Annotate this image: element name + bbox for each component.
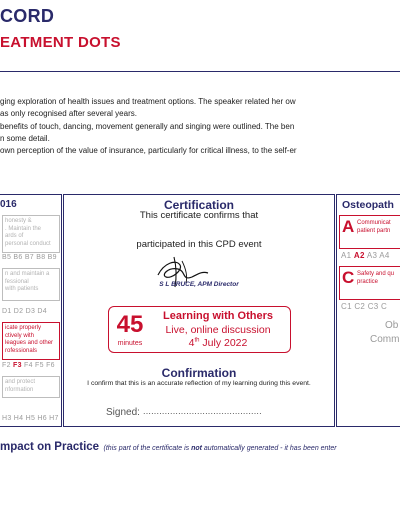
comment-label: Comm [370, 334, 400, 345]
impact-note [104, 445, 337, 452]
category-text [357, 271, 394, 286]
group-text: honesty & [5, 218, 32, 224]
category-line: Communicat [357, 220, 391, 226]
event-type: Live, online discussion [165, 324, 271, 336]
standards-heading: 016 [0, 199, 17, 210]
group-text: with patients [5, 286, 39, 292]
page-title: CORD [0, 6, 55, 26]
group-text: fessional [5, 278, 29, 285]
group-text: personal conduct [5, 240, 51, 247]
code-text: A3 A4 [364, 251, 390, 260]
category-a-box [339, 215, 400, 249]
confirmation-title: Confirmation [161, 366, 237, 380]
confirmation-text: I confirm that this is an accurate reflection of my learning during this event. [87, 380, 311, 387]
signature-line[interactable]: ............................................ [143, 406, 262, 416]
standard-codes-h: H3 H4 H5 H6 H7 [2, 415, 59, 422]
impact-note-text: (this part of the certificate is [103, 445, 192, 452]
code-selected: A2 [353, 251, 365, 260]
category-letter: A [342, 217, 355, 236]
category-text [357, 220, 391, 235]
group-text: leagues and other [5, 340, 54, 346]
date-rest: July 2022 [199, 337, 248, 349]
body-text-line: as only recognised after several years. [0, 109, 137, 118]
date-day: 4 [188, 337, 195, 349]
category-line: practice [357, 278, 379, 285]
code-text: F4 F5 F6 [21, 362, 55, 369]
category-codes-a [341, 251, 390, 260]
signer-name: S L BRUCE, APM Director [159, 281, 239, 288]
standard-group-h [2, 376, 60, 398]
standard-group-d [2, 268, 60, 301]
impact-heading-row [0, 437, 337, 455]
signed-label: Signed: [106, 407, 140, 418]
group-text: ctively with [5, 332, 35, 339]
group-text: icate properly [5, 325, 42, 331]
impact-note-bold: not [191, 445, 202, 452]
body-text-line: ging exploration of health issues and treatment options. The speaker related her ow [0, 97, 296, 106]
group-text: n and maintain a [5, 271, 50, 277]
category-c-box [339, 266, 400, 300]
code-selected: F3 [13, 362, 22, 369]
event-title: Learning with Others [162, 310, 273, 322]
event-date [150, 337, 286, 349]
date-suffix: th [194, 337, 200, 344]
impact-note-text: automatically generated - it has been enter [201, 445, 337, 452]
group-text: . Maintain the [5, 225, 42, 232]
category-letter: C [342, 268, 355, 287]
group-text: rofessionals [5, 347, 38, 354]
body-text-line: benefits of touch, dancing, movement generally and singing were outlined. The ben [0, 122, 295, 131]
cpd-duration-unit: minutes [117, 340, 143, 347]
category-line: Safety and qu [357, 271, 395, 277]
group-text: nformation [5, 386, 34, 393]
standard-group-b [2, 215, 60, 253]
standard-codes-f [2, 362, 55, 369]
objective-label: Ob [385, 320, 399, 331]
code-text: F2 [2, 362, 14, 369]
code-text: A1 [341, 251, 354, 260]
participated-text: participated in this CPD event [136, 239, 262, 250]
impact-title: mpact on Practice [0, 441, 100, 453]
category-line: patient partn [357, 227, 391, 234]
standard-group-f [2, 322, 60, 360]
osteopath-heading: Osteopath [342, 199, 394, 211]
group-text: and protect [5, 379, 36, 385]
certificate-subtitle: This certificate confirms that [139, 210, 259, 221]
body-text-line: own perception of the value of insurance, particularly for critical illness, to the self-er [0, 146, 297, 155]
page-subtitle: EATMENT DOTS [0, 34, 121, 51]
category-codes-c: C1 C2 C3 C [341, 302, 388, 311]
standard-codes-b: B5 B6 B7 B8 B9 [2, 254, 57, 261]
standard-codes-d: D1 D2 D3 D4 [2, 308, 47, 315]
group-text: ards of [5, 233, 24, 239]
body-text-line: n some detail. [0, 134, 50, 143]
certificate-title: Certification [163, 198, 234, 212]
cpd-duration-value: 45 [116, 311, 144, 338]
header-divider [0, 71, 400, 72]
